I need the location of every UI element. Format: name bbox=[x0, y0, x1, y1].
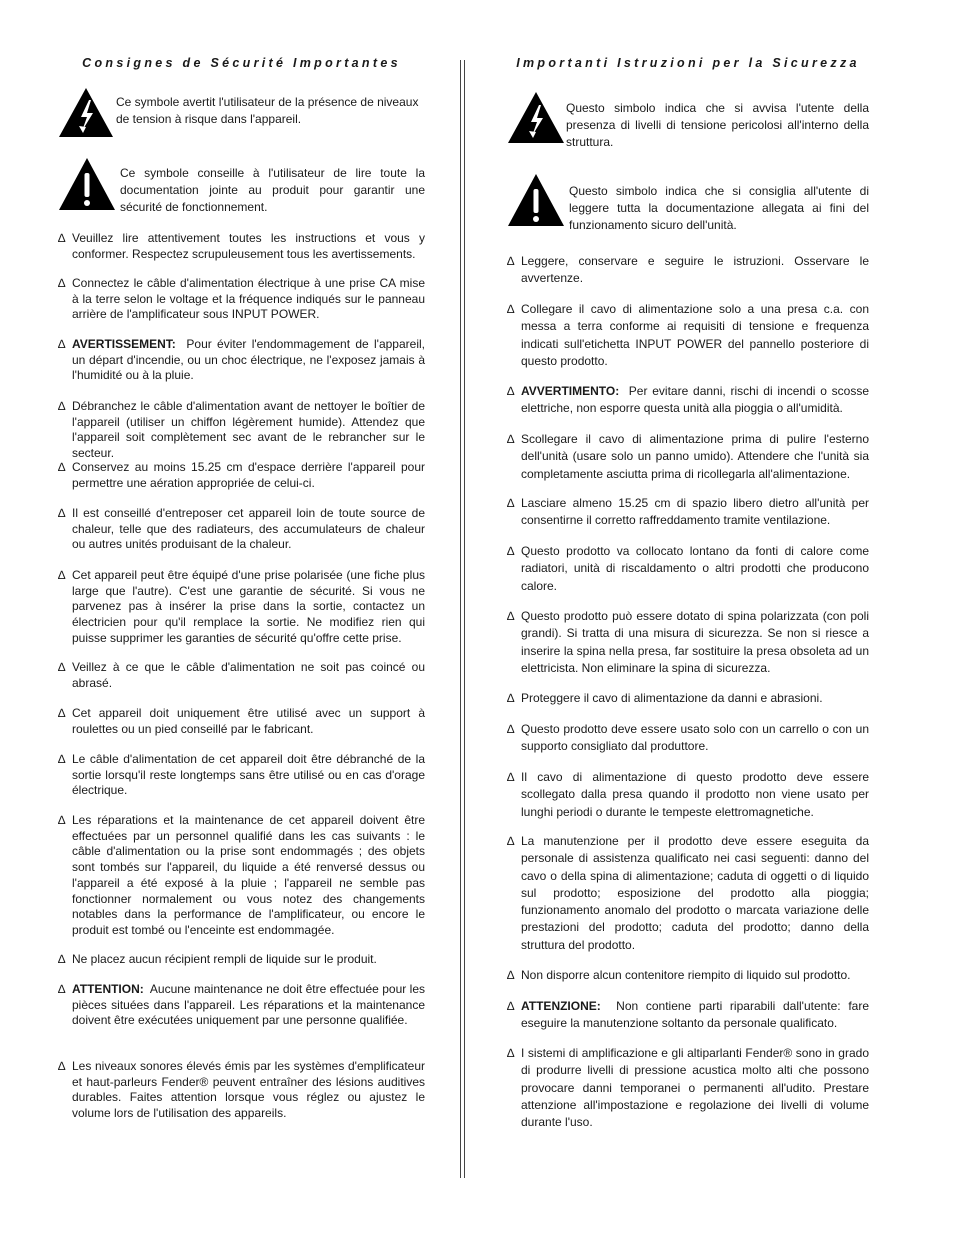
french-item-7: ∆ Cet appareil peut être équipé d'une prise polarisée (une fiche plus large que l'autre). C'est une garantie de sécurité. Si vous ne parvenez pas à insérer la prise dans la sortie, contactez un électricien pour qu'il remplace la sortie. Ne modifiez rien qui puisse supprimer les garanties de sécurité qu'offre cette prise. bbox=[58, 568, 425, 645]
french-item-10: ∆ Le câble d'alimentation de cet appareil doit être débranché de la sortie lorsqu'il reste longtemps sans être utilisé ou en cas d'orage électrique. bbox=[58, 752, 425, 798]
french-item-13: ∆ ATTENTION: Aucune maintenance ne doit être effectuée pour les pièces situées dans l'appareil. Les réparations et la maintenance doivent être exécutées uniquement par une personne qualifiée. bbox=[58, 982, 425, 1028]
italian-item-9: ∆ Questo prodotto deve essere usato solo con un carrello o con un supporto consigliato dal produttore. bbox=[507, 722, 869, 754]
french-item-3: ∆ AVERTISSEMENT: Pour éviter l'endommagement de l'appareil, un départ d'incendie, ou un choc électrique, ne l'exposez jamais à l'humidité ou à la pluie. bbox=[58, 337, 425, 383]
french-item-8: ∆ Veillez à ce que le câble d'alimentation ne soit pas coincé ou abrasé. bbox=[58, 660, 425, 690]
delta-bullet-icon: ∆ bbox=[507, 834, 515, 848]
italian-symbol-voltage-text: Questo simbolo indica che si avvisa l'utente della presenza di livelli di tensione pericolosi all'interno della struttura. bbox=[566, 101, 869, 150]
delta-bullet-icon: ∆ bbox=[58, 399, 66, 413]
italian-item-7: ∆ Questo prodotto può essere dotato di spina polarizzata (con poli grandi). Si tratta di una misura di sicurezza. Se non si riesce a inserire la spina nella presa, far sostituire la presa obsoleta ad un elettricista. Non eliminare la spina di sicurezza. bbox=[507, 609, 869, 675]
delta-bullet-icon: ∆ bbox=[58, 813, 66, 827]
italian-item-11: ∆ La manutenzione per il prodotto deve essere eseguita da personale di assistenza qualificato nei casi seguenti: danno del cavo o della spina di alimentazione; caduta di oggetti o di liquido sul prodotto; esposizione del prodotto alla pioggia; funzionamento anomalo del prodotto o marcata variazione delle prestazioni del prodotto; caduta del prodotto; danno della struttura del prodotto. bbox=[507, 834, 869, 952]
delta-bullet-icon: ∆ bbox=[507, 722, 515, 736]
french-item-6: ∆ Il est conseillé d'entreposer cet appareil loin de toute source de chaleur, telle que des radiateurs, des accumulateurs de chaleur ou autres unités produisant de la chaleur. bbox=[58, 506, 425, 552]
french-symbol-docs bbox=[58, 156, 425, 215]
warning-label: AVERTISSEMENT: bbox=[72, 337, 176, 351]
exclamation-warning-icon bbox=[507, 172, 565, 228]
italian-symbol-voltage bbox=[507, 90, 869, 150]
delta-bullet-icon: ∆ bbox=[507, 302, 515, 316]
italian-item-10: ∆ Il cavo di alimentazione di questo prodotto deve essere scollegato dalla presa quando il prodotto non viene usato per lunghi periodi o durante le tempeste elettromagnetiche. bbox=[507, 770, 869, 819]
italian-item-5: ∆ Lasciare almeno 15.25 cm di spazio libero dietro all'unità per consentirne il corretto raffreddamento tramite ventilazione. bbox=[507, 496, 869, 528]
delta-bullet-icon: ∆ bbox=[507, 432, 515, 446]
french-item-12: ∆ Ne placez aucun récipient rempli de liquide sur le produit. bbox=[58, 952, 377, 966]
french-item-4: ∆ Débranchez le câble d'alimentation avant de nettoyer le boîtier de l'appareil (utiliser un chiffon légèrement humide). Attendez que l'appareil soit complètement sec avant de le rebrancher sur le secteur. bbox=[58, 399, 425, 461]
italian-item-4: ∆ Scollegare il cavo di alimentazione prima di pulire l'esterno dell'unità (usare solo un panno umido). Attendere che l'unità sia completamente asciutta prima di ricollegarla all'alimentazione. bbox=[507, 432, 869, 481]
delta-bullet-icon: ∆ bbox=[58, 952, 66, 966]
delta-bullet-icon: ∆ bbox=[58, 660, 66, 674]
french-item-14: ∆ Les niveaux sonores élevés émis par les systèmes d'emplificateur et haut-parleurs Fender® peuvent entraîner des lésions auditives durables. Faites attention lorsque vous réglez ou ajustez le volume lors de l'utilisation des appareils. bbox=[58, 1059, 425, 1121]
delta-bullet-icon: ∆ bbox=[58, 568, 66, 582]
delta-bullet-icon: ∆ bbox=[58, 337, 66, 351]
french-title: Consignes de Sécurité Importantes bbox=[82, 56, 401, 70]
italian-symbol-docs-text: Questo simbolo indica che si consiglia all'utente di leggere tutta la documentazione allegata ai fini del funzionamento sicuro dell'unità. bbox=[569, 184, 869, 233]
french-symbol-voltage-text: Ce symbole avertit l'utilisateur de la présence de niveaux de tension à risque dans l'appareil. bbox=[116, 95, 419, 127]
italian-item-2: ∆ Collegare il cavo di alimentazione solo a una presa c.a. con messa a terra conforme ai requisiti di tensione e frequenza indicati sull'etichetta INPUT POWER del pannello posteriore di questo prodotto. bbox=[507, 302, 869, 368]
italian-item-8: ∆ Proteggere il cavo di alimentazione da danni e abrasioni. bbox=[507, 690, 869, 707]
french-item-1: ∆ Veuillez lire attentivement toutes les instructions et vous y conformer. Respectez scrupuleusement tous les avertissements. bbox=[58, 231, 425, 261]
delta-bullet-icon: ∆ bbox=[507, 254, 515, 268]
delta-bullet-icon: ∆ bbox=[58, 506, 66, 520]
french-item-5: ∆ Conservez au moins 15.25 cm d'espace derrière l'appareil pour permettre une aération appropriée de celui-ci. bbox=[58, 460, 425, 490]
delta-bullet-icon: ∆ bbox=[58, 460, 66, 474]
delta-bullet-icon: ∆ bbox=[58, 982, 66, 996]
delta-bullet-icon: ∆ bbox=[58, 752, 66, 766]
caution-label: ATTENZIONE: bbox=[521, 999, 601, 1013]
delta-bullet-icon: ∆ bbox=[58, 276, 66, 290]
delta-bullet-icon: ∆ bbox=[507, 968, 515, 982]
french-symbol-docs-text: Ce symbole conseille à l'utilisateur de lire toute la documentation jointe au produit pour garantir une sécurité de fonctionnement. bbox=[120, 166, 425, 215]
italian-item-13: ∆ ATTENZIONE: Non contiene parti riparabili dall'utente: fare eseguire la manutenzione soltanto da personale qualificato. bbox=[507, 999, 870, 1031]
italian-item-1: ∆ Leggere, conservare e seguire le istruzioni. Osservare le avvertenze. bbox=[507, 254, 869, 286]
delta-bullet-icon: ∆ bbox=[507, 609, 515, 623]
delta-bullet-icon: ∆ bbox=[507, 496, 515, 510]
high-voltage-warning-icon bbox=[507, 90, 565, 144]
delta-bullet-icon: ∆ bbox=[507, 999, 515, 1013]
delta-bullet-icon: ∆ bbox=[58, 231, 66, 245]
exclamation-warning-icon bbox=[58, 156, 116, 212]
delta-bullet-icon: ∆ bbox=[58, 1059, 66, 1073]
italian-item-12: ∆ Non disporre alcun contenitore riempito di liquido sul prodotto. bbox=[507, 967, 869, 984]
delta-bullet-icon: ∆ bbox=[58, 706, 66, 720]
delta-bullet-icon: ∆ bbox=[507, 544, 515, 558]
french-item-11: ∆ Les réparations et la maintenance de cet appareil doivent être effectuées par un personnel qualifié dans les cas suivants : le câble d'alimentation ou la prise sont endommagés ; des objets sont tombés sur l'appareil, du liquide a été renversé dessus ou l'appareil a été exposé à la pluie ; l'appareil ne semble pas fonctionner normalement ou vous notez des changements notables dans la performance de l'amplificateur, ou encore le produit est tombé ou l'enceinte est endommagée. bbox=[58, 813, 425, 937]
caution-label: ATTENTION: bbox=[72, 982, 144, 996]
french-item-2: ∆ Connectez le câble d'alimentation électrique à une prise CA mise à la terre selon le voltage et la fréquence indiqués sur le panneau arrière de l'amplificateur sous INPUT POWER. bbox=[58, 276, 425, 322]
italian-item-6: ∆ Questo prodotto va collocato lontano da fonti di calore come radiatori, unità di riscaldamento o altri prodotti che producono calore. bbox=[507, 544, 869, 593]
french-symbol-voltage bbox=[58, 86, 425, 138]
column-divider bbox=[460, 60, 465, 1178]
high-voltage-warning-icon bbox=[58, 86, 114, 138]
french-item-9: ∆ Cet appareil doit uniquement être utilisé avec un support à roulettes ou un pied conseillé par le fabricant. bbox=[58, 706, 425, 736]
delta-bullet-icon: ∆ bbox=[507, 1046, 515, 1060]
delta-bullet-icon: ∆ bbox=[507, 770, 515, 784]
italian-title: Importanti Istruzioni per la Sicurezza bbox=[516, 56, 860, 70]
italian-symbol-docs bbox=[507, 172, 869, 233]
italian-item-3: ∆ AVVERTIMENTO: Per evitare danni, rischi di incendi o scosse elettriche, non esporre questa unità alla pioggia o all'umidità. bbox=[507, 384, 869, 416]
delta-bullet-icon: ∆ bbox=[507, 691, 515, 705]
delta-bullet-icon: ∆ bbox=[507, 384, 515, 398]
italian-item-14: ∆ I sistemi di amplificazione e gli altiparlanti Fender® sono in grado di produrre livelli di pressione acustica molto alti che possono provocare danni temporanei o permanenti all'udito. Prestare attenzione all'impostazione e regolazione dei livelli di volume durante l'uso. bbox=[507, 1046, 869, 1130]
warning-label: AVVERTIMENTO: bbox=[521, 384, 620, 398]
